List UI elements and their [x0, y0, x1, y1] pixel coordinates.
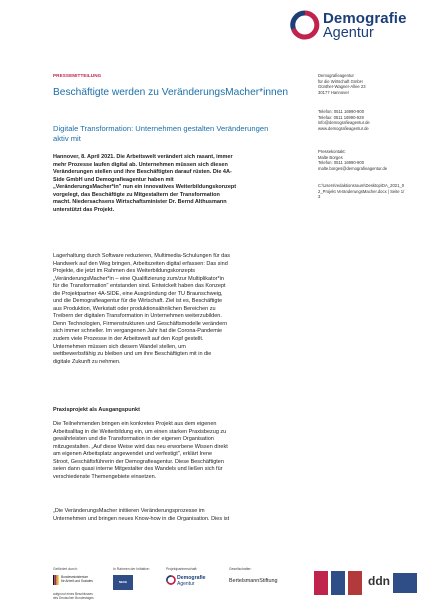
body-line: Die Teilnehmenden bringen ein konkretes Projekt aus dem eigenen: [53, 421, 217, 427]
sidebar-address: [318, 73, 424, 96]
body-line: sich immer schneller. Im vergangenen Jahr hat die Corona-Pandemie: [53, 328, 223, 335]
ministry-line: Bundesministerium: [61, 575, 89, 579]
body-line: gewährleisten und die Transformation in der eigenen Organisation: [53, 436, 214, 443]
partner-logo-demografie: [166, 573, 210, 589]
body-line: und die Demografieagentur für die Wirtschaft. Ziel ist es, Beschäftigte: [53, 298, 223, 305]
partner-logo-red: [314, 571, 328, 595]
lead-line: macht. Niedersachsens Wirtschaftsminister Dr. Bernd Althusmann: [53, 199, 227, 206]
eagle-icon: [53, 575, 59, 585]
sidebar-line: www.demografieagentur.de: [318, 126, 369, 132]
logo-mark-icon: [290, 10, 320, 40]
lead-line: mehr Prozesse laufen digital ab. Unternehmen müssen sich diesen: [53, 161, 228, 168]
subheadline: [53, 124, 303, 144]
partner-logo-blue: [393, 573, 417, 593]
sidebar-line: 2_Projekt VeränderungsMacher.docx | Seite 1/: [318, 188, 405, 194]
logo-text-line1: Demografie: [323, 10, 407, 27]
sidebar-line: Günther-Wagner-Allee 23: [318, 84, 366, 90]
sidebar-line: C:\Users\redaktionsraum\Desktop\DA_2021_0: [318, 183, 405, 188]
subheadline-line: Digitale Transformation: Unternehmen gestalten Veränderungen: [53, 124, 269, 133]
section-heading: Praxisprojekt als Ausgangspunkt: [53, 407, 140, 413]
partner-logo-text1: Demografie: [177, 575, 206, 581]
paragraph-3: [53, 508, 299, 523]
press-release-label: PRESSEMITTEILUNG: [53, 73, 102, 78]
body-line: Stroot, Geschäftsführerin der Demografieagentur. Diese Beschäftigten: [53, 458, 224, 465]
body-line: Treibern der digitalen Transformation in Unternehmen weiterzubilden.: [53, 313, 222, 320]
bertelsmann-logo: BertelsmannStiftung: [229, 578, 278, 584]
lead-line: vorgelegt, das Beschäftigte zu Mitgestaltern der Transformation: [53, 191, 220, 198]
sidebar-line: Telefon: 0511 16990-900: [318, 109, 365, 114]
body-line: Handwerk auf den Weg bringen, Arbeitszeiten digital erfassen: Das sind: [53, 260, 228, 267]
body-line: aus Produktion, Werkstatt oder produktionsähnlichen Bereichen zu: [53, 305, 216, 312]
lead-line: unterstützt das Projekt.: [53, 206, 115, 213]
body-line: Lagerhaltung durch Software reduzieren, Multimedia-Schulungen für das: [53, 253, 231, 259]
sidebar-line: info@demografieagentur.de: [318, 120, 370, 126]
body-line: am eigenen Arbeitsplatz angewendet und verfestigt", erklärt Irene: [53, 451, 213, 458]
ministry-line: für Arbeit und Soziales: [61, 579, 93, 583]
subheadline-line: aktiv mit: [53, 134, 81, 143]
sidebar-line: malte.borges@demografieagentur.de: [318, 166, 388, 172]
body-line: digitale Zukunft zu nehmen.: [53, 358, 121, 365]
sidebar-press-contact: [318, 149, 424, 172]
paragraph-2: [53, 421, 299, 481]
sidebar-line: für die Wirtschaft GmbH: [318, 78, 363, 84]
footer-label-funded: Gefördert durch:: [53, 567, 78, 571]
partner-logo-text2: Agentur: [177, 581, 195, 587]
lead-line: „VeränderungsMacher*in" nun ein innovatives Weiterbildungskonzept: [53, 184, 237, 191]
body-line: Unternehmen müssen sich diesem Wandel stellen, um: [53, 343, 186, 350]
body-line: die Projektpartner 4A-SIDE, eine Ausgründung der TU Braunschweig,: [53, 290, 223, 297]
neue-qualitaet-logo: NEUE QUALITÄT: [113, 575, 133, 590]
body-line: mitzugestalten. „Auf diese Weise wird das neu erworbene Wissen direkt: [53, 443, 228, 450]
body-line: „Die VeränderungsMacher initiieren Veränderungsprozesse im: [53, 508, 205, 514]
footer-label-sponsor: Gesellschafter:: [229, 567, 252, 571]
body-line: Unternehmen und bringen neues Know-how in die Organisation. Dies ist: [53, 515, 230, 522]
body-line: zudem viele Prozesse in der Arbeitswelt auf den Kopf gestellt.: [53, 336, 204, 343]
body-line: seien dann quasi interne Mitgestalter des Wandels und ließen sich für: [53, 466, 223, 473]
ddn-logo: ddn: [368, 574, 390, 588]
sidebar-contact: [318, 109, 424, 132]
body-line: Arbeitsalltag in die Weiterbildung ein, um einen starken Praxisbezug zu: [53, 428, 227, 435]
sidebar-line: Pressekontakt:: [318, 149, 346, 154]
lead-paragraph: [53, 154, 299, 214]
sidebar-line: Malte Borges: [318, 154, 343, 160]
sidebar-line: Telefon: 0511 16990-900: [318, 160, 365, 166]
body-line: verschiedenste Themengebiete einsetzen.: [53, 473, 157, 480]
bundestag-note: [53, 592, 94, 600]
lead-line: Hannover, 8. April 2021. Die Arbeitswelt verändert sich rasant, immer: [53, 154, 233, 160]
sidebar-line: Telefax: 0511 16990-929: [318, 114, 364, 120]
bundestag-line: aufgrund eines Beschlusses: [53, 592, 93, 596]
body-line: Projekte, die jetzt im Rahmen des Weiterbildungskonzepts: [53, 268, 196, 275]
logo-mark-small-icon: [166, 575, 176, 585]
sidebar-line: 30177 Hannover: [318, 90, 349, 96]
page-title: Beschäftigte werden zu VeränderungsMacher*innen: [53, 87, 289, 98]
sidebar-line: Demografieagentur: [318, 73, 354, 78]
body-line: wettbewerbsfähig zu bleiben und um ihre Beschäftigten mit in die: [53, 351, 212, 358]
bundestag-line: des Deutschen Bundestages: [53, 596, 94, 600]
sidebar-file-path: [318, 183, 424, 200]
body-line: für die Transformation" entstanden sind. Entwickelt haben das Konzept: [53, 283, 226, 290]
demografieagentur-logo: [290, 8, 422, 48]
partner-logo-dark: [348, 571, 362, 595]
ministry-logo: [53, 574, 93, 588]
partner-logo-neue: [331, 571, 345, 595]
footer-label-partner: Projektpartnerschaft:: [166, 567, 198, 571]
paragraph-1: [53, 253, 299, 366]
lead-line: Veränderungen stellen und ihre Beschäftigten darauf rüsten. Die 4A-: [53, 169, 232, 176]
sidebar-line: 3: [318, 194, 321, 200]
body-line: „VeränderungsMacher*in – eine Qualifizierung zum/zur Multiplikator*in: [53, 275, 224, 282]
body-line: Denn Technologien, Firmenstrukturen und Geschäftsmodelle verändern: [53, 320, 228, 327]
footer-label-support: In Rahmen der Initiative:: [113, 567, 150, 571]
logo-text-line2: Agentur: [323, 25, 374, 41]
lead-line: Side GmbH und Demografieagentur haben mit: [53, 176, 174, 183]
